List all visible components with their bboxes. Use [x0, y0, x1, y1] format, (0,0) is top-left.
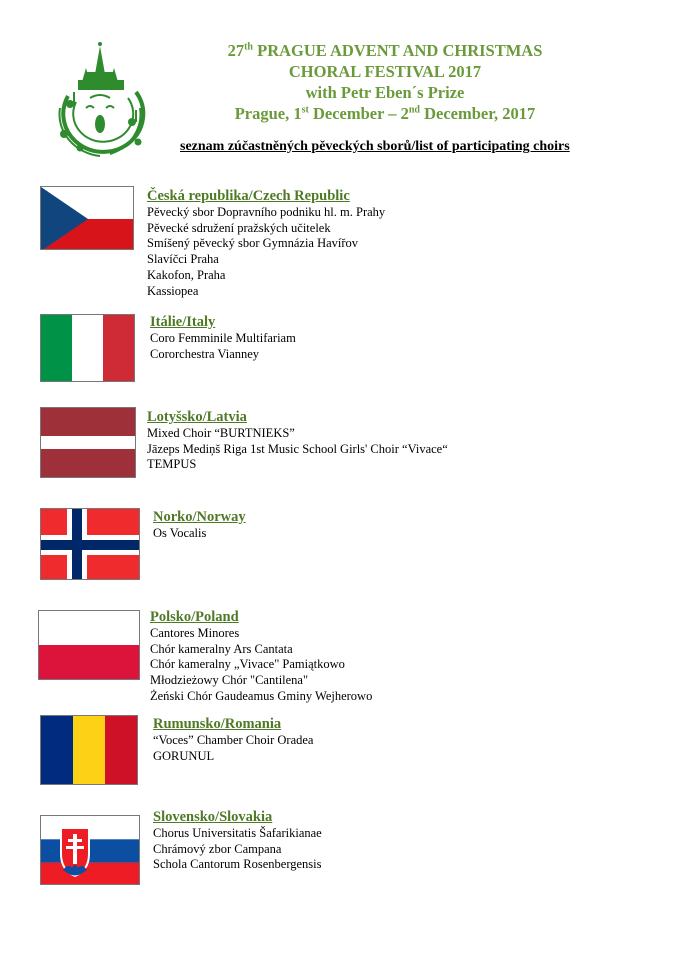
choir-list-norway: [153, 526, 206, 542]
choir-item: Żeński Chór Gaudeamus Gminy Wejherowo: [150, 688, 373, 703]
romanian-flag-icon: [40, 715, 138, 785]
choir-item: TEMPUS: [147, 457, 197, 472]
festival-dates: Prague, 1st December – 2nd December, 2017: [234, 104, 536, 123]
country-name-romania: Rumunsko/Romania: [153, 716, 282, 732]
italian-flag-icon: [40, 314, 135, 382]
choir-list-romania: [153, 733, 313, 764]
country-name-slovakia: Slovensko/Slovakia: [153, 809, 273, 825]
choir-item: “Voces” Chamber Choir Oradea: [153, 733, 314, 747]
choir-item: Jāzeps Mediņš Riga 1st Music School Girls' Choir “Vivace“: [147, 441, 448, 456]
choir-item: Chorus Universitatis Šafarikianae: [153, 826, 322, 840]
country-name-latvia: Lotyšsko/Latvia: [147, 409, 247, 425]
festival-logo-icon: [40, 38, 160, 166]
choir-list-italy: [150, 331, 296, 362]
choir-item: Kakofon, Praha: [147, 267, 226, 282]
choir-item: Mixed Choir “BURTNIEKS”: [147, 426, 295, 440]
choir-item: Smíšený pěvecký sbor Gymnázia Havířov: [147, 236, 359, 251]
choir-item: Pěvecký sbor Dopravního podniku hl. m. Prahy: [147, 205, 386, 219]
festival-title-line-3: with Petr Eben´s Prize: [305, 83, 465, 102]
choir-item: Chrámový zbor Campana: [153, 841, 282, 856]
choir-item: Kassiopea: [147, 283, 199, 298]
country-name-norway: Norko/Norway: [153, 509, 246, 525]
choir-item: Cantores Minores: [150, 626, 240, 640]
participants-subtitle: seznam zúčastněných pěveckých sborů/list of participating choirs: [180, 139, 570, 154]
festival-title-line-1: 27th PRAGUE ADVENT AND CHRISTMAS: [227, 41, 543, 60]
choir-item: Coro Femminile Multifariam: [150, 331, 296, 345]
polish-flag-icon: [38, 610, 140, 680]
choir-item: Slavíčci Praha: [147, 252, 219, 267]
czech-flag-icon: [40, 186, 134, 250]
slovak-flag-icon: [40, 815, 140, 885]
norwegian-flag-icon: [40, 508, 140, 580]
country-name-poland: Polsko/Poland: [150, 609, 239, 625]
choir-list-poland: [150, 626, 372, 705]
country-name-italy: Itálie/Italy: [150, 314, 216, 330]
choir-item: Cororchestra Vianney: [150, 346, 260, 361]
choir-item: Chór kameralny Ars Cantata: [150, 641, 293, 656]
choir-item: Schola Cantorum Rosenbergensis: [153, 857, 322, 872]
choir-item: GORUNUL: [153, 748, 215, 763]
choir-list-latvia: [147, 426, 448, 473]
choir-item: Os Vocalis: [153, 526, 207, 540]
choir-item: Młodzieżowy Chór "Cantilena": [150, 673, 309, 688]
choir-list-slovakia: [153, 826, 322, 873]
choir-list-czech: [147, 205, 385, 299]
choir-item: Chór kameralny „Vivace" Pamiątkowo: [150, 657, 345, 672]
choir-item: Pěvecké sdružení pražských učitelek: [147, 220, 331, 235]
country-name-czech: Česká republika/Czech Republic: [147, 188, 350, 204]
latvian-flag-icon: [40, 407, 136, 478]
festival-title-line-2: CHORAL FESTIVAL 2017: [288, 62, 482, 81]
